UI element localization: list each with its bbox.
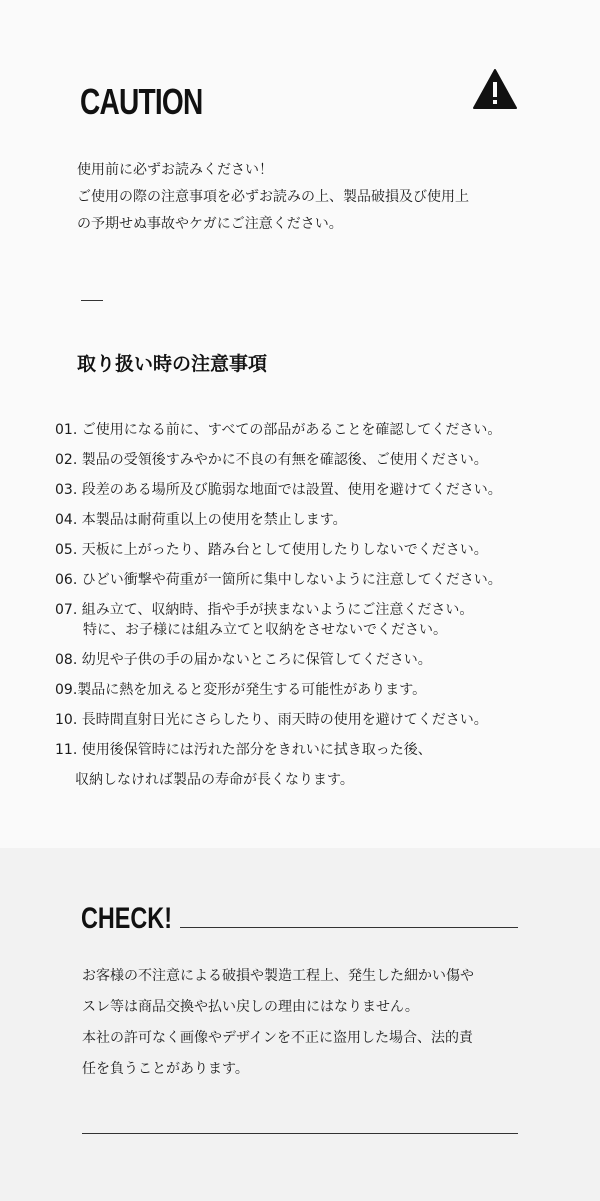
check-section <box>0 848 600 1201</box>
note-item <box>55 680 595 700</box>
note-text: 11. 使用後保管時には汚れた部分をきれいに拭き取った後、 <box>55 742 432 758</box>
caution-title: CAUTION <box>80 81 203 122</box>
section-divider <box>81 300 103 301</box>
intro-line: の予期せぬ事故やケガにご注意ください。 <box>77 216 343 232</box>
note-text: 08. 幼児や子供の手の届かないところに保管してください。 <box>55 652 432 668</box>
note-item <box>55 420 595 440</box>
check-text <box>82 961 474 1085</box>
note-text: 02. 製品の受領後すみやかに不良の有無を確認後、ご使用ください。 <box>55 452 488 468</box>
note-text-continued: 特に、お子様には組み立てと収納をさせないでください。 <box>83 622 447 638</box>
check-line: お客様の不注意による破損や製造工程上、発生した細かい傷や <box>82 968 474 984</box>
note-text: 06. ひどい衝撃や荷重が一箇所に集中しないように注意してください。 <box>55 572 502 588</box>
note-text-continued: 収納しなければ製品の寿命が長くなります。 <box>75 772 354 788</box>
note-item <box>55 710 595 730</box>
note-item <box>55 600 595 640</box>
note-item <box>55 540 595 560</box>
intro-line: ご使用の際の注意事項を必ずお読みの上、製品破損及び使用上 <box>77 189 469 205</box>
note-text: 04. 本製品は耐荷重以上の使用を禁止します。 <box>55 512 347 528</box>
check-line: 本社の許可なく画像やデザインを不正に盗用した場合、法的責 <box>82 1030 474 1046</box>
check-line: スレ等は商品交換や払い戻しの理由にはなりません。 <box>82 999 419 1015</box>
note-text: 09.製品に熱を加えると変形が発生する可能性があります。 <box>55 682 427 698</box>
check-line: 任を負うことがあります。 <box>82 1061 249 1077</box>
caution-intro <box>77 157 469 238</box>
check-bottom-rule <box>82 1133 518 1134</box>
note-text: 03. 段差のある場所及び脆弱な地面では設置、使用を避けてください。 <box>55 482 502 498</box>
note-text: 05. 天板に上がったり、踏み台として使用したりしないでください。 <box>55 542 488 558</box>
note-item <box>55 570 595 590</box>
note-item <box>55 740 595 790</box>
check-title-rule <box>180 927 518 928</box>
intro-line: 使用前に必ずお読みください！ <box>77 162 273 178</box>
warning-triangle-icon <box>472 68 518 110</box>
note-item <box>55 510 595 530</box>
check-title: CHECK! <box>81 902 173 935</box>
handling-notes-list <box>55 420 595 800</box>
note-text: 10. 長時間直射日光にさらしたり、雨天時の使用を避けてください。 <box>55 712 488 728</box>
handling-notes-heading: 取り扱い時の注意事項 <box>77 353 268 375</box>
note-item <box>55 480 595 500</box>
note-item <box>55 450 595 470</box>
note-text: 07. 組み立て、収納時、指や手が挟まないようにご注意ください。 <box>55 602 474 618</box>
note-item <box>55 650 595 670</box>
note-text: 01. ご使用になる前に、すべての部品があることを確認してください。 <box>55 422 502 438</box>
